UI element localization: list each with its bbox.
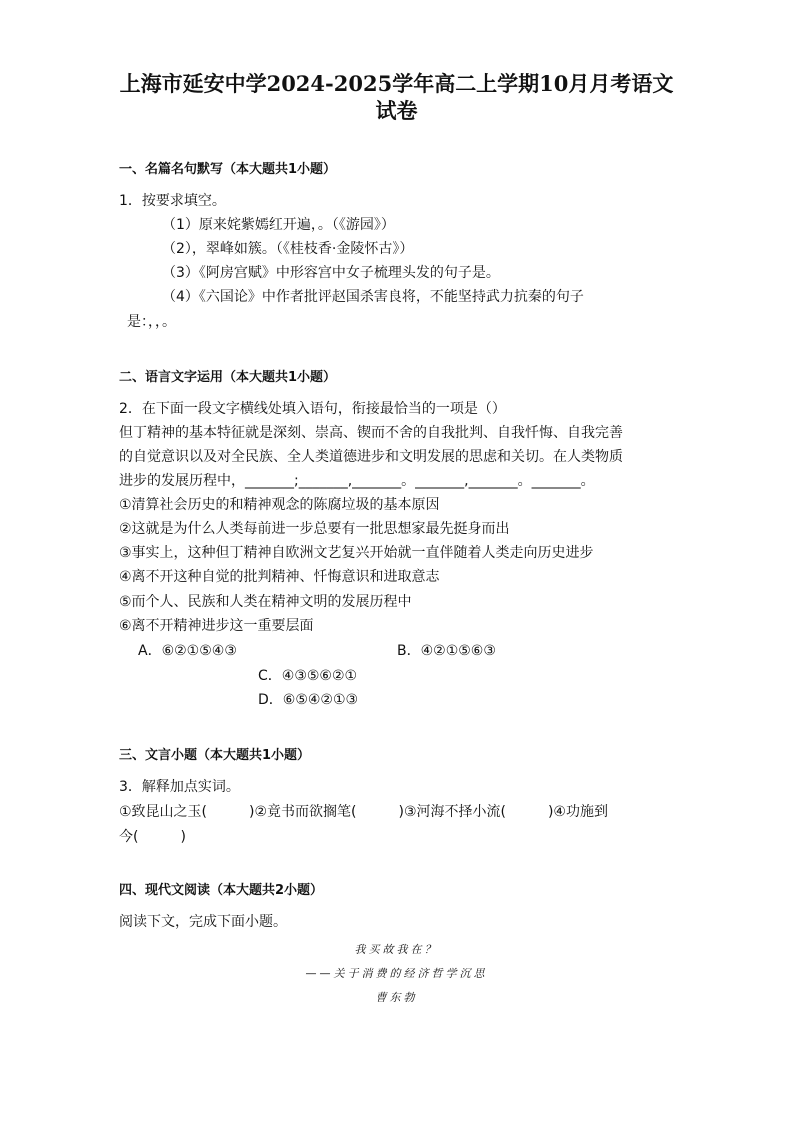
- option-a: A．⑥②①⑤④③: [138, 643, 237, 659]
- question-2-stem: 2．在下面一段文字横线处填入语句，衔接最恰当的一项是（）: [119, 401, 506, 417]
- question-1-item: （1）原来姹紫嫣红开遍，。（《游园》）: [162, 217, 395, 233]
- reading-intro: 阅读下文，完成下面小题。: [119, 914, 287, 930]
- article-title: 我买故我在？: [354, 943, 439, 956]
- option-d: D．⑥⑤④②①③: [258, 692, 359, 708]
- option-c: C．④③⑤⑥②①: [258, 668, 358, 684]
- question-3-line: ①致昆山之玉( )②竟书而欲搁笔( )③河海不择小流( )④功施到: [119, 804, 608, 820]
- section-heading-1: 一、名篇名句默写（本大题共1小题）: [119, 162, 337, 177]
- question-2-sentence: ②这就是为什么人类每前进一步总要有一批思想家最先挺身而出: [119, 521, 510, 537]
- section-heading-3: 三、文言小题（本大题共1小题）: [119, 748, 311, 763]
- question-2-sentence: ④离不开这种自觉的批判精神、忏悔意识和进取意志: [119, 569, 440, 585]
- option-b: B．④②①⑤⑥③: [397, 643, 496, 659]
- section-heading-4: 四、现代文阅读（本大题共2小题）: [119, 883, 324, 898]
- question-2-paragraph: 的自觉意识以及对全民族、全人类道德进步和文明发展的思虑和关切。在人类物质: [119, 449, 623, 465]
- question-2-sentence: ⑥离不开精神进步这一重要层面: [119, 618, 314, 634]
- page-title-cont: 试卷: [375, 98, 418, 123]
- question-2-sentence: ①清算社会历史的和精神观念的陈腐垃圾的基本原因: [119, 497, 440, 513]
- question-2-sentence: ⑤而个人、民族和人类在精神文明的发展历程中: [119, 594, 412, 610]
- article-subtitle: ——关于消费的经济哲学沉思: [305, 967, 488, 980]
- question-3-line: 今( ): [119, 829, 186, 845]
- question-1-item: （3）《阿房宫赋》中形容宫中女子梳理头发的句子是。: [162, 265, 500, 281]
- question-2-sentence: ③事实上，这种但丁精神自欧洲文艺复兴开始就一直伴随着人类走向历史进步: [119, 545, 594, 561]
- section-heading-2: 二、语言文字运用（本大题共1小题）: [119, 370, 337, 385]
- question-2-paragraph: 但丁精神的基本特征就是深刻、崇高、锲而不舍的自我批判、自我忏悔、自我完善: [119, 425, 623, 441]
- question-2-paragraph: 进步的发展历程中，_______;_______,_______。_______,_______。_______。: [119, 473, 595, 489]
- question-1-item-cont: 是：，，。: [127, 314, 176, 330]
- question-3-stem: 3．解释加点实词。: [119, 779, 240, 795]
- question-1-stem: 1．按要求填空。: [119, 193, 226, 209]
- article-author: 曹东勃: [375, 991, 418, 1004]
- question-1-item: （4）《六国论》中作者批评赵国杀害良将，不能坚持武力抗秦的句子: [162, 289, 584, 305]
- page-title: 上海市延安中学2024-2025学年高二上学期10月月考语文: [119, 71, 674, 96]
- question-1-item: （2），翠峰如簇。（《桂枝香·金陵怀古》）: [162, 241, 414, 257]
